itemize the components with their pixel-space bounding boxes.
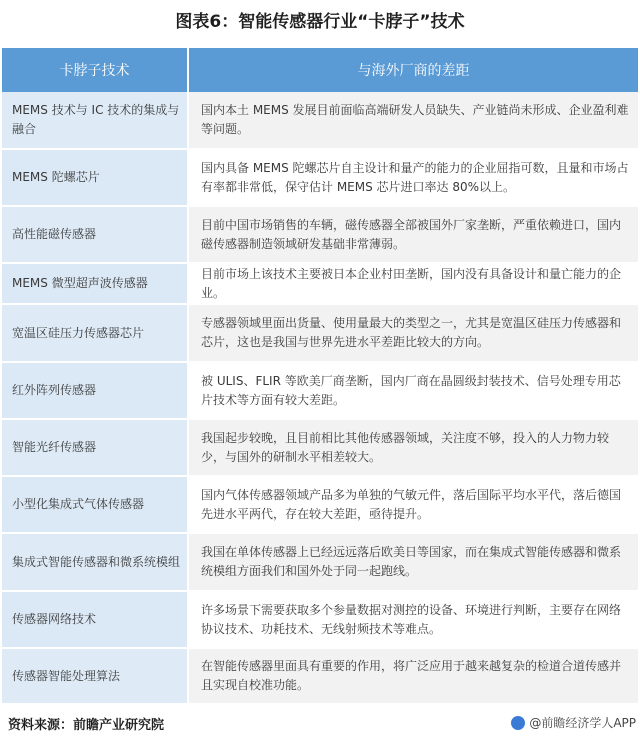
gap-cell: 目前中国市场销售的车辆，磁传感器全部被国外厂家垄断，严重依赖进口，国内磁传感器制造领域研发基础非常薄弱。	[189, 207, 638, 262]
tech-cell: MEMS 陀螺芯片	[2, 150, 189, 205]
source-note: 资料来源：前瞻产业研究院	[8, 718, 165, 733]
gap-cell: 国内气体传感器领域产品多为单独的气敏元件，落后国际平均水平代，落后德国先进水平两代，存在较大差距，亟待提升。	[189, 477, 638, 532]
gap-cell: 国内具备 MEMS 陀螺芯片自主设计和量产的能力的企业屈指可数，且量和市场占有率都非常低，保守估计 MEMS 芯片进口率达 80%以上。	[189, 150, 638, 205]
table-row	[2, 477, 638, 534]
table-row	[2, 264, 638, 305]
tech-cell: 宽温区硅压力传感器芯片	[2, 305, 189, 361]
footer	[0, 704, 640, 744]
gap-cell: 在智能传感器里面具有重要的作用，将广泛应用于越来越复杂的检道合道传感并且实现自校准功能。	[189, 649, 638, 703]
tech-cell: 高性能磁传感器	[2, 207, 189, 262]
tech-cell: 小型化集成式气体传感器	[2, 477, 189, 532]
tech-cell: 智能光纤传感器	[2, 420, 189, 475]
header-gap: 与海外厂商的差距	[357, 63, 470, 79]
gap-cell: 专感器领域里面出货量、使用量最大的类型之一，尤其是宽温区硅压力传感器和芯片，这也是我国与世界先进水平差距比较大的方向。	[189, 305, 638, 361]
table-row	[2, 207, 638, 264]
tech-cell: 传感器智能处理算法	[2, 649, 189, 703]
table-row	[2, 92, 638, 150]
gap-cell: 目前市场上该技术主要被日本企业村田垄断，国内没有具备设计和量亡能力的企业。	[189, 264, 638, 303]
table-row	[2, 305, 638, 363]
gap-cell: 我国在单体传感器上已经远远落后欧美日等国家，而在集成式智能传感器和微系统模组方面我们和国外处于同一起跑线。	[189, 534, 638, 590]
gap-cell: 许多场景下需要获取多个参量数据对测控的设备、环境进行判断，主要存在网络协议技术、功耗技术、无线射频技术等难点。	[189, 592, 638, 647]
table-row	[2, 420, 638, 477]
tech-cell: 传感器网络技术	[2, 592, 189, 647]
tech-cell: MEMS 微型超声波传感器	[2, 264, 189, 303]
brand-watermark	[511, 714, 636, 731]
header-tech: 卡脖子技术	[2, 48, 189, 92]
tech-cell: MEMS 技术与 IC 技术的集成与融合	[2, 92, 189, 148]
tech-cell: 红外阵列传感器	[2, 363, 189, 418]
gap-cell: 我国起步较晚，且目前相比其他传感器领域，关注度不够，投入的人力物力较少，与国外的研制水平相差较大。	[189, 420, 638, 475]
gap-cell: 国内本土 MEMS 发展目前面临高端研发人员缺失、产业链尚未形成、企业盈利难等问题。	[189, 92, 638, 148]
table-row	[2, 592, 638, 649]
table-body	[2, 92, 638, 705]
table-row	[2, 534, 638, 592]
table-row	[2, 363, 638, 420]
tech-gap-table	[2, 48, 638, 705]
table-header	[2, 48, 638, 92]
brand-logo-icon	[511, 716, 525, 730]
chart-title: 图表6：智能传感器行业“卡脖子”技术	[175, 12, 465, 32]
brand-label: @前瞻经济学人APP	[529, 716, 636, 730]
gap-cell: 被 ULIS、FLIR 等欧美厂商垄断，国内厂商在晶圆级封装技术、信号处理专用芯片技术等方面有较大差距。	[189, 363, 638, 418]
tech-cell: 集成式智能传感器和微系统模组	[2, 534, 189, 590]
table-row	[2, 649, 638, 705]
table-row	[2, 150, 638, 207]
